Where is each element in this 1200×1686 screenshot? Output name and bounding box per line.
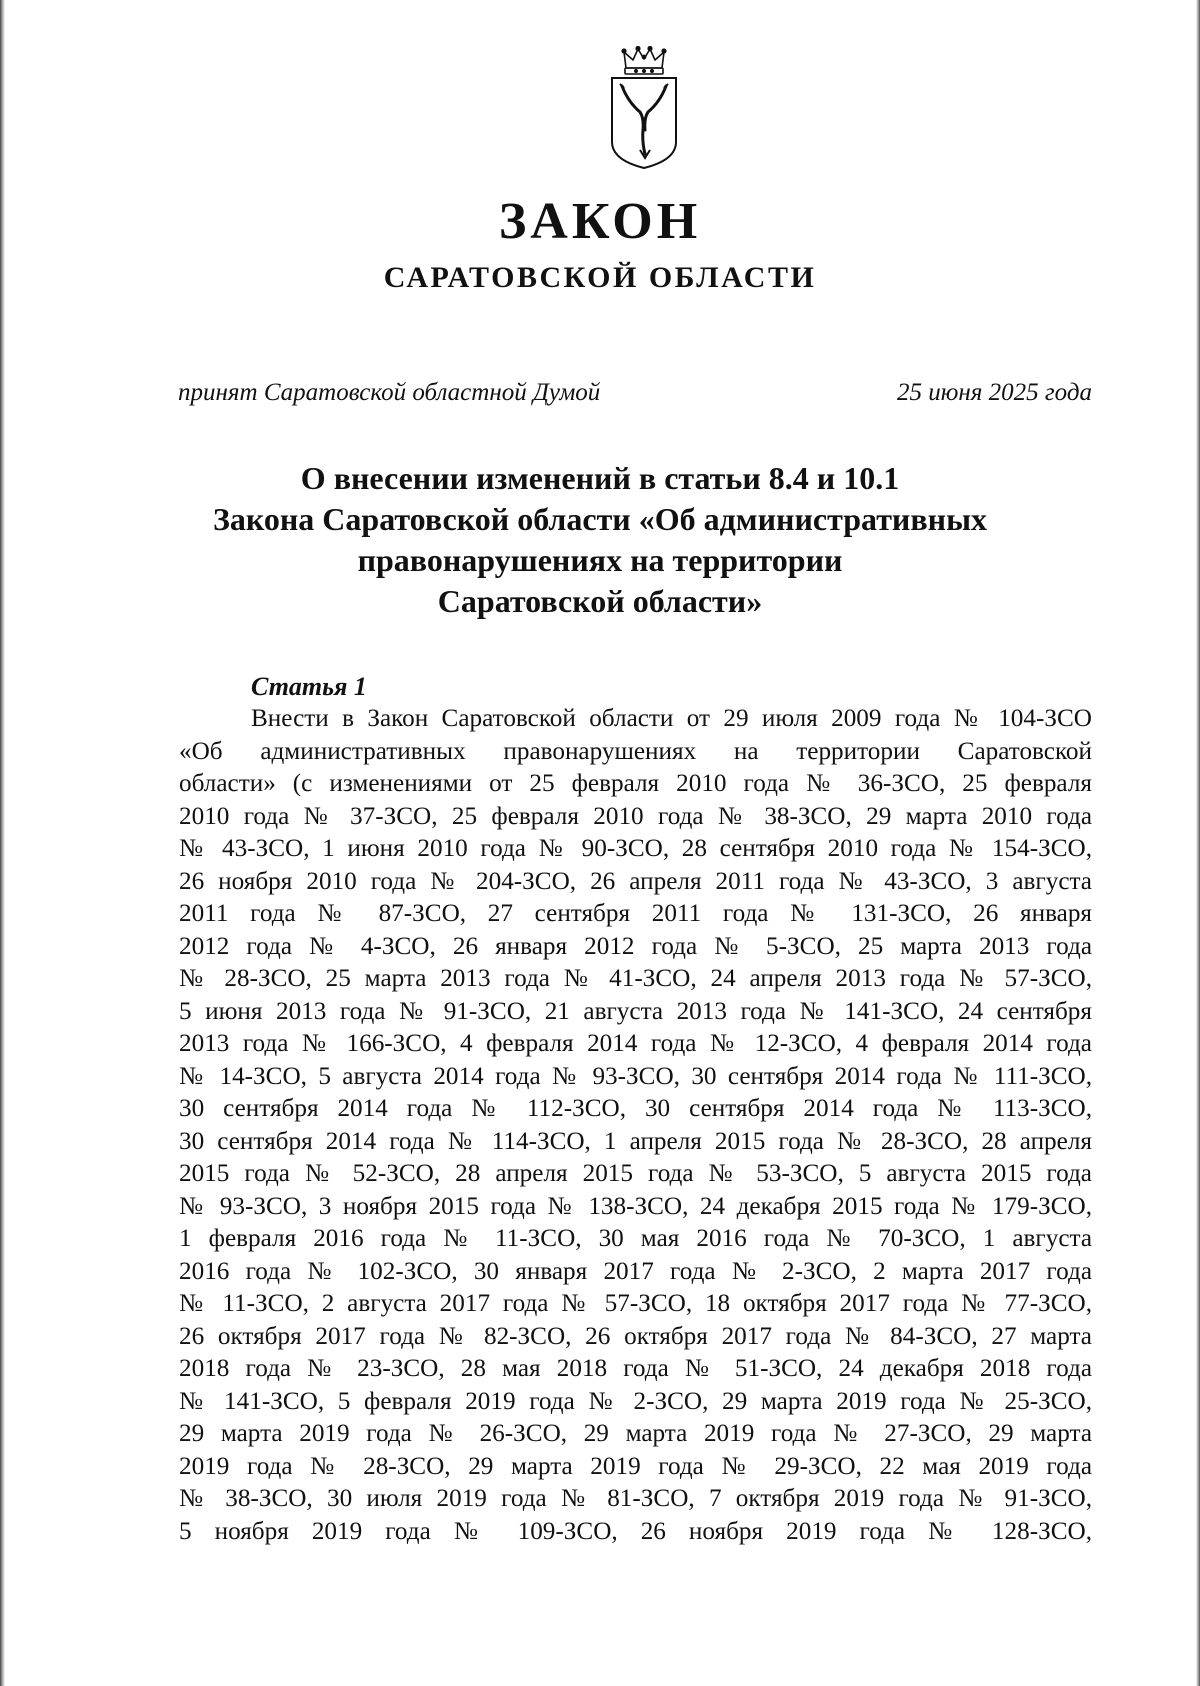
document-heading (150, 458, 1050, 622)
article-line: 2011 года № 87-ЗСО, 27 сентября 2011 года № 131-ЗСО, 26 января (179, 900, 1092, 927)
law-region: САРАТОВСКОЙ ОБЛАСТИ (383, 261, 817, 294)
article-line: № 38-ЗСО, 30 июля 2019 года № 81-ЗСО, 7 октября 2019 года № 91-ЗСО, (179, 1485, 1092, 1512)
article-line: 2019 года № 28-ЗСО, 29 марта 2019 года № 29-ЗСО, 22 мая 2019 года (179, 1452, 1092, 1480)
heading-line: О внесении изменений в статьи 8.4 и 10.1 (300, 460, 900, 496)
adoption-date: 25 июня 2025 года (897, 379, 1092, 406)
article-line: № 141-ЗСО, 5 февраля 2019 года № 2-ЗСО, 29 марта 2019 года № 25-ЗСО, (179, 1387, 1092, 1415)
article-line: «Об административных правонарушениях на территории Саратовской (179, 737, 1092, 765)
article-line: 1 февраля 2016 года № 11-ЗСО, 30 мая 2016 года № 70-ЗСО, 1 августа (179, 1225, 1092, 1252)
article-line: № 43-ЗСО, 1 июня 2010 года № 90-ЗСО, 28 сентября 2010 года № 154-ЗСО, (179, 835, 1092, 862)
article-line: 30 сентября 2014 года № 112-ЗСО, 30 сентября 2014 года № 113-ЗСО, (179, 1095, 1092, 1122)
heading-line: Закона Саратовской области «Об административных (212, 501, 988, 537)
heading-line: правонарушениях на территории (357, 542, 843, 578)
article-line: № 11-ЗСО, 2 августа 2017 года № 57-ЗСО, 18 октября 2017 года № 77-ЗСО, (179, 1290, 1092, 1317)
law-title: ЗАКОН (498, 193, 702, 250)
article-line: № 14-ЗСО, 5 августа 2014 года № 93-ЗСО, 30 сентября 2014 года № 111-ЗСО, (179, 1062, 1092, 1090)
article-line: 5 июня 2013 года № 91-ЗСО, 21 августа 2013 года № 141-ЗСО, 24 сентября (179, 997, 1092, 1025)
article-title: Статья 1 (251, 672, 367, 701)
article-line: Внести в Закон Саратовской области от 29 июля 2009 года № 104-ЗСО (251, 705, 1092, 732)
article-line: 2012 года № 4-ЗСО, 26 января 2012 года № 5-ЗСО, 25 марта 2013 года (179, 932, 1092, 960)
article-line: 2015 года № 52-ЗСО, 28 апреля 2015 года № 53-ЗСО, 5 августа 2015 года (179, 1160, 1092, 1187)
adoption-text: принят Саратовской областной Думой (178, 379, 601, 406)
article-line: 5 ноября 2019 года № 109-ЗСО, 26 ноября 2019 года № 128-ЗСО, (179, 1517, 1092, 1545)
heading-line: Саратовской области» (437, 583, 763, 619)
article-line: 2016 года № 102-ЗСО, 30 января 2017 года № 2-ЗСО, 2 марта 2017 года (179, 1257, 1092, 1285)
article-line: 29 марта 2019 года № 26-ЗСО, 29 марта 2019 года № 27-ЗСО, 29 марта (179, 1420, 1092, 1447)
article-line: 30 сентября 2014 года № 114-ЗСО, 1 апреля 2015 года № 28-ЗСО, 28 апреля (179, 1127, 1092, 1155)
article-line: области» (с изменениями от 25 февраля 2010 года № 36-ЗСО, 25 февраля (179, 770, 1092, 797)
article-line: 2010 года № 37-ЗСО, 25 февраля 2010 года № 38-ЗСО, 29 марта 2010 года (179, 802, 1092, 830)
article-line: № 28-ЗСО, 25 марта 2013 года № 41-ЗСО, 24 апреля 2013 года № 57-ЗСО, (179, 965, 1092, 992)
article-line: 26 ноября 2010 года № 204-ЗСО, 26 апреля 2011 года № 43-ЗСО, 3 августа (179, 867, 1092, 895)
article-line: 26 октября 2017 года № 82-ЗСО, 26 октября 2017 года № 84-ЗСО, 27 марта (179, 1322, 1092, 1350)
saratov-coat-of-arms-icon (604, 46, 684, 170)
article-body (179, 703, 1092, 1548)
article-line: № 93-ЗСО, 3 ноября 2015 года № 138-ЗСО, 24 декабря 2015 года № 179-ЗСО, (179, 1192, 1092, 1220)
article-line: 2018 года № 23-ЗСО, 28 мая 2018 года № 51-ЗСО, 24 декабря 2018 года (179, 1355, 1092, 1382)
article-line: 2013 года № 166-ЗСО, 4 февраля 2014 года № 12-ЗСО, 4 февраля 2014 года (179, 1030, 1092, 1057)
